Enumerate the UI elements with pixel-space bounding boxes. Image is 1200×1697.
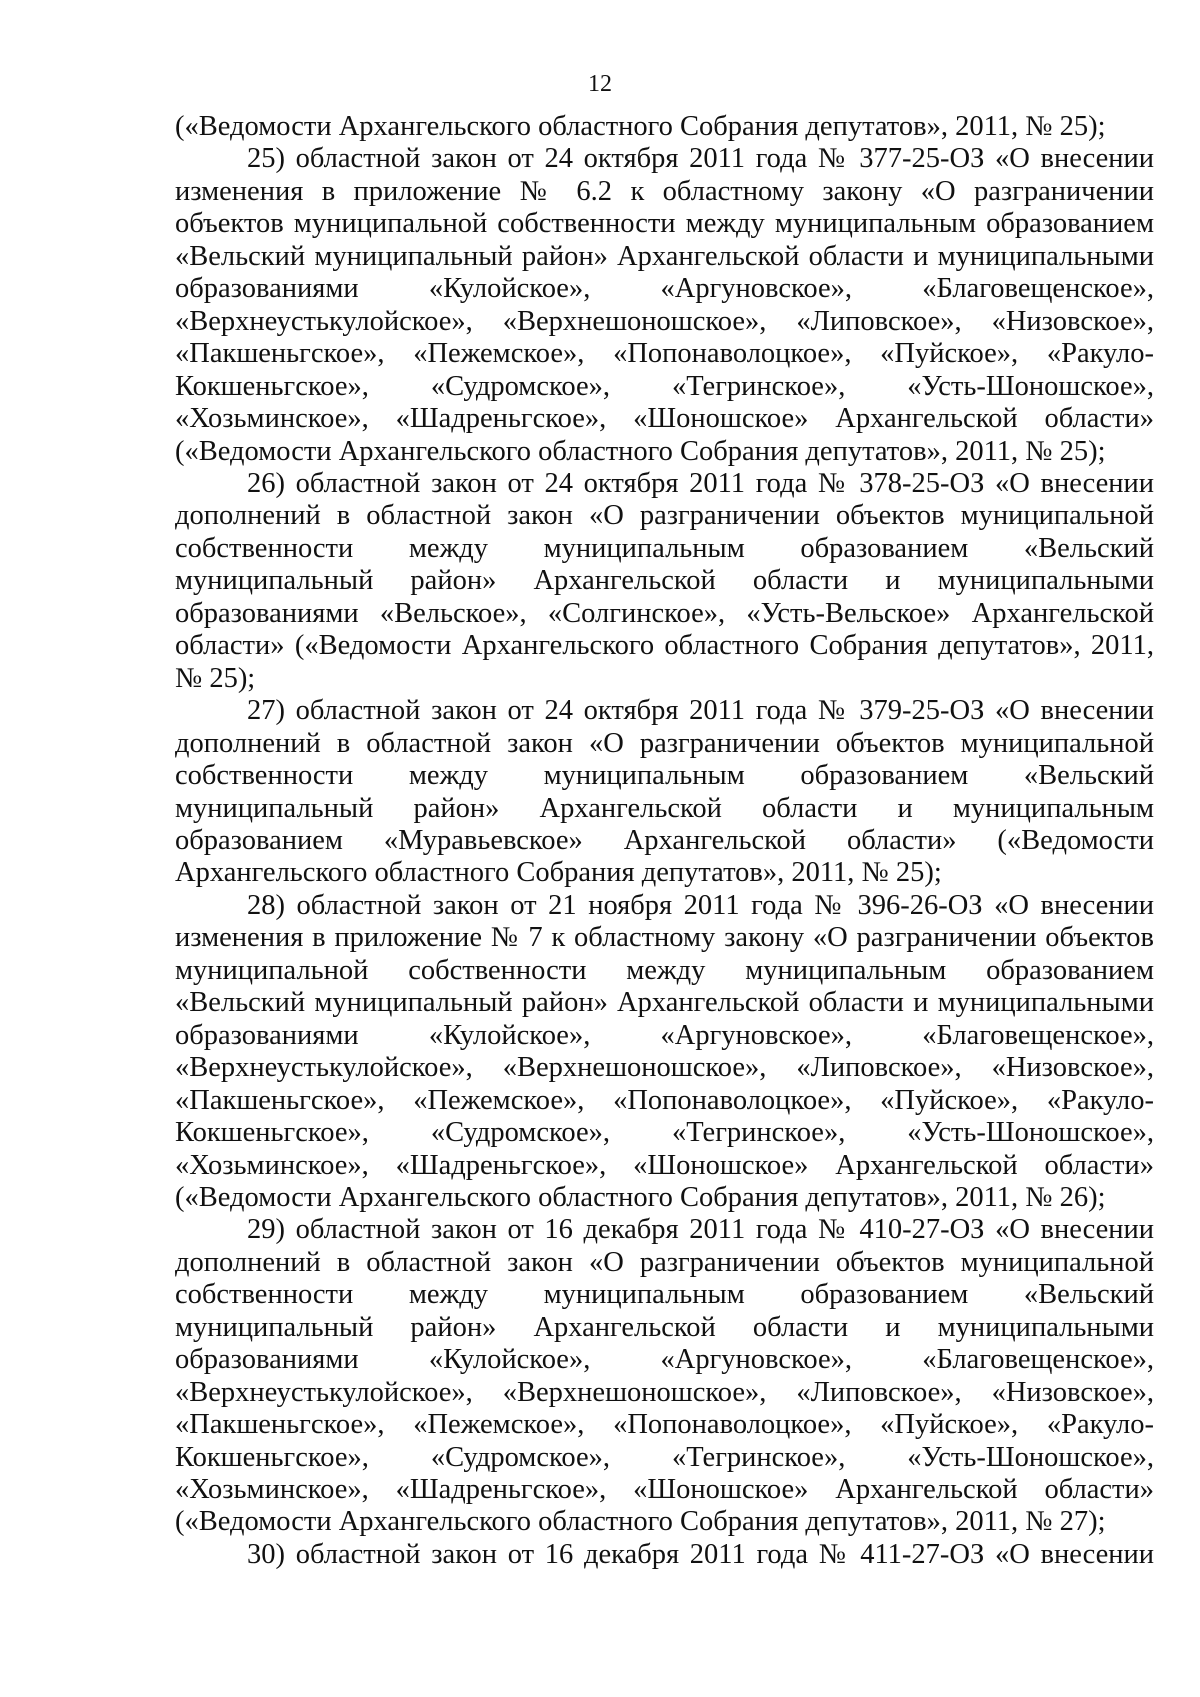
paragraph-25: 25) областной закон от 24 октября 2011 года № 377-25-ОЗ «О внесении изменения в приложение № 6.2 к областному закону «О разграничении объектов муниципальной собственности между муниципальным образованием «Вельский муниципальный район» Архангельской области и муниципальными образованиями «Кулойское», «Аргуновское», «Благовещенское», «Верхнеустькулойское», «Верхнешоношское», «Липовское», «Низовское», «Пакшеньгское», «Пежемское», «Попонаволоцкое», «Пуйское», «Ракуло-Кокшеньгское», «Судромское», «Тегринское», «Усть-Шоношское», «Хозьминское», «Шадреньгское», «Шоношское» Архангельской области» («Ведомости Архангельского областного Собрания депутатов», 2011, № 25); <box>175 143 1154 467</box>
document-body <box>175 111 1154 1571</box>
paragraph-26: 26) областной закон от 24 октября 2011 года № 378-25-ОЗ «О внесении дополнений в областной закон «О разграничении объектов муниципальной собственности между муниципальным образованием «Вельский муниципальный район» Архангельской области и муниципальными образованиями «Вельское», «Солгинское», «Усть-Вельское» Архангельской области» («Ведомости Архангельского областного Собрания депутатов», 2011, № 25); <box>175 467 1154 694</box>
paragraph-29: 29) областной закон от 16 декабря 2011 года № 410-27-ОЗ «О внесении дополнений в областной закон «О разграничении объектов муниципальной собственности между муниципальным образованием «Вельский муниципальный район» Архангельской области и муниципальными образованиями «Кулойское», «Аргуновское», «Благовещенское», «Верхнеустькулойское», «Верхнешоношское», «Липовское», «Низовское», «Пакшеньгское», «Пежемское», «Попонаволоцкое», «Пуйское», «Ракуло-Кокшеньгское», «Судромское», «Тегринское», «Усть-Шоношское», «Хозьминское», «Шадреньгское», «Шоношское» Архангельской области» («Ведомости Архангельского областного Собрания депутатов», 2011, № 27); <box>175 1214 1154 1538</box>
paragraph-28: 28) областной закон от 21 ноября 2011 года № 396-26-ОЗ «О внесении изменения в приложение № 7 к областному закону «О разграничении объектов муниципальной собственности между муниципальным образованием «Вельский муниципальный район» Архангельской области и муниципальными образованиями «Кулойское», «Аргуновское», «Благовещенское», «Верхнеустькулойское», «Верхнешоношское», «Липовское», «Низовское», «Пакшеньгское», «Пежемское», «Попонаволоцкое», «Пуйское», «Ракуло-Кокшеньгское», «Судромское», «Тегринское», «Усть-Шоношское», «Хозьминское», «Шадреньгское», «Шоношское» Архангельской области» («Ведомости Архангельского областного Собрания депутатов», 2011, № 26); <box>175 889 1154 1213</box>
page-number: 12 <box>588 71 612 97</box>
paragraph-24-continuation: («Ведомости Архангельского областного Собрания депутатов», 2011, № 25); <box>175 111 1106 142</box>
paragraph-27: 27) областной закон от 24 октября 2011 года № 379-25-ОЗ «О внесении дополнений в областной закон «О разграничении объектов муниципальной собственности между муниципальным образованием «Вельский муниципальный район» Архангельской области и муниципальным образованием «Муравьевское» Архангельской области» («Ведомости Архангельского областного Собрания депутатов», 2011, № 25); <box>175 695 1154 889</box>
paragraph-30-start: 30) областной закон от 16 декабря 2011 года № 411-27-ОЗ «О внесении <box>247 1538 1154 1570</box>
